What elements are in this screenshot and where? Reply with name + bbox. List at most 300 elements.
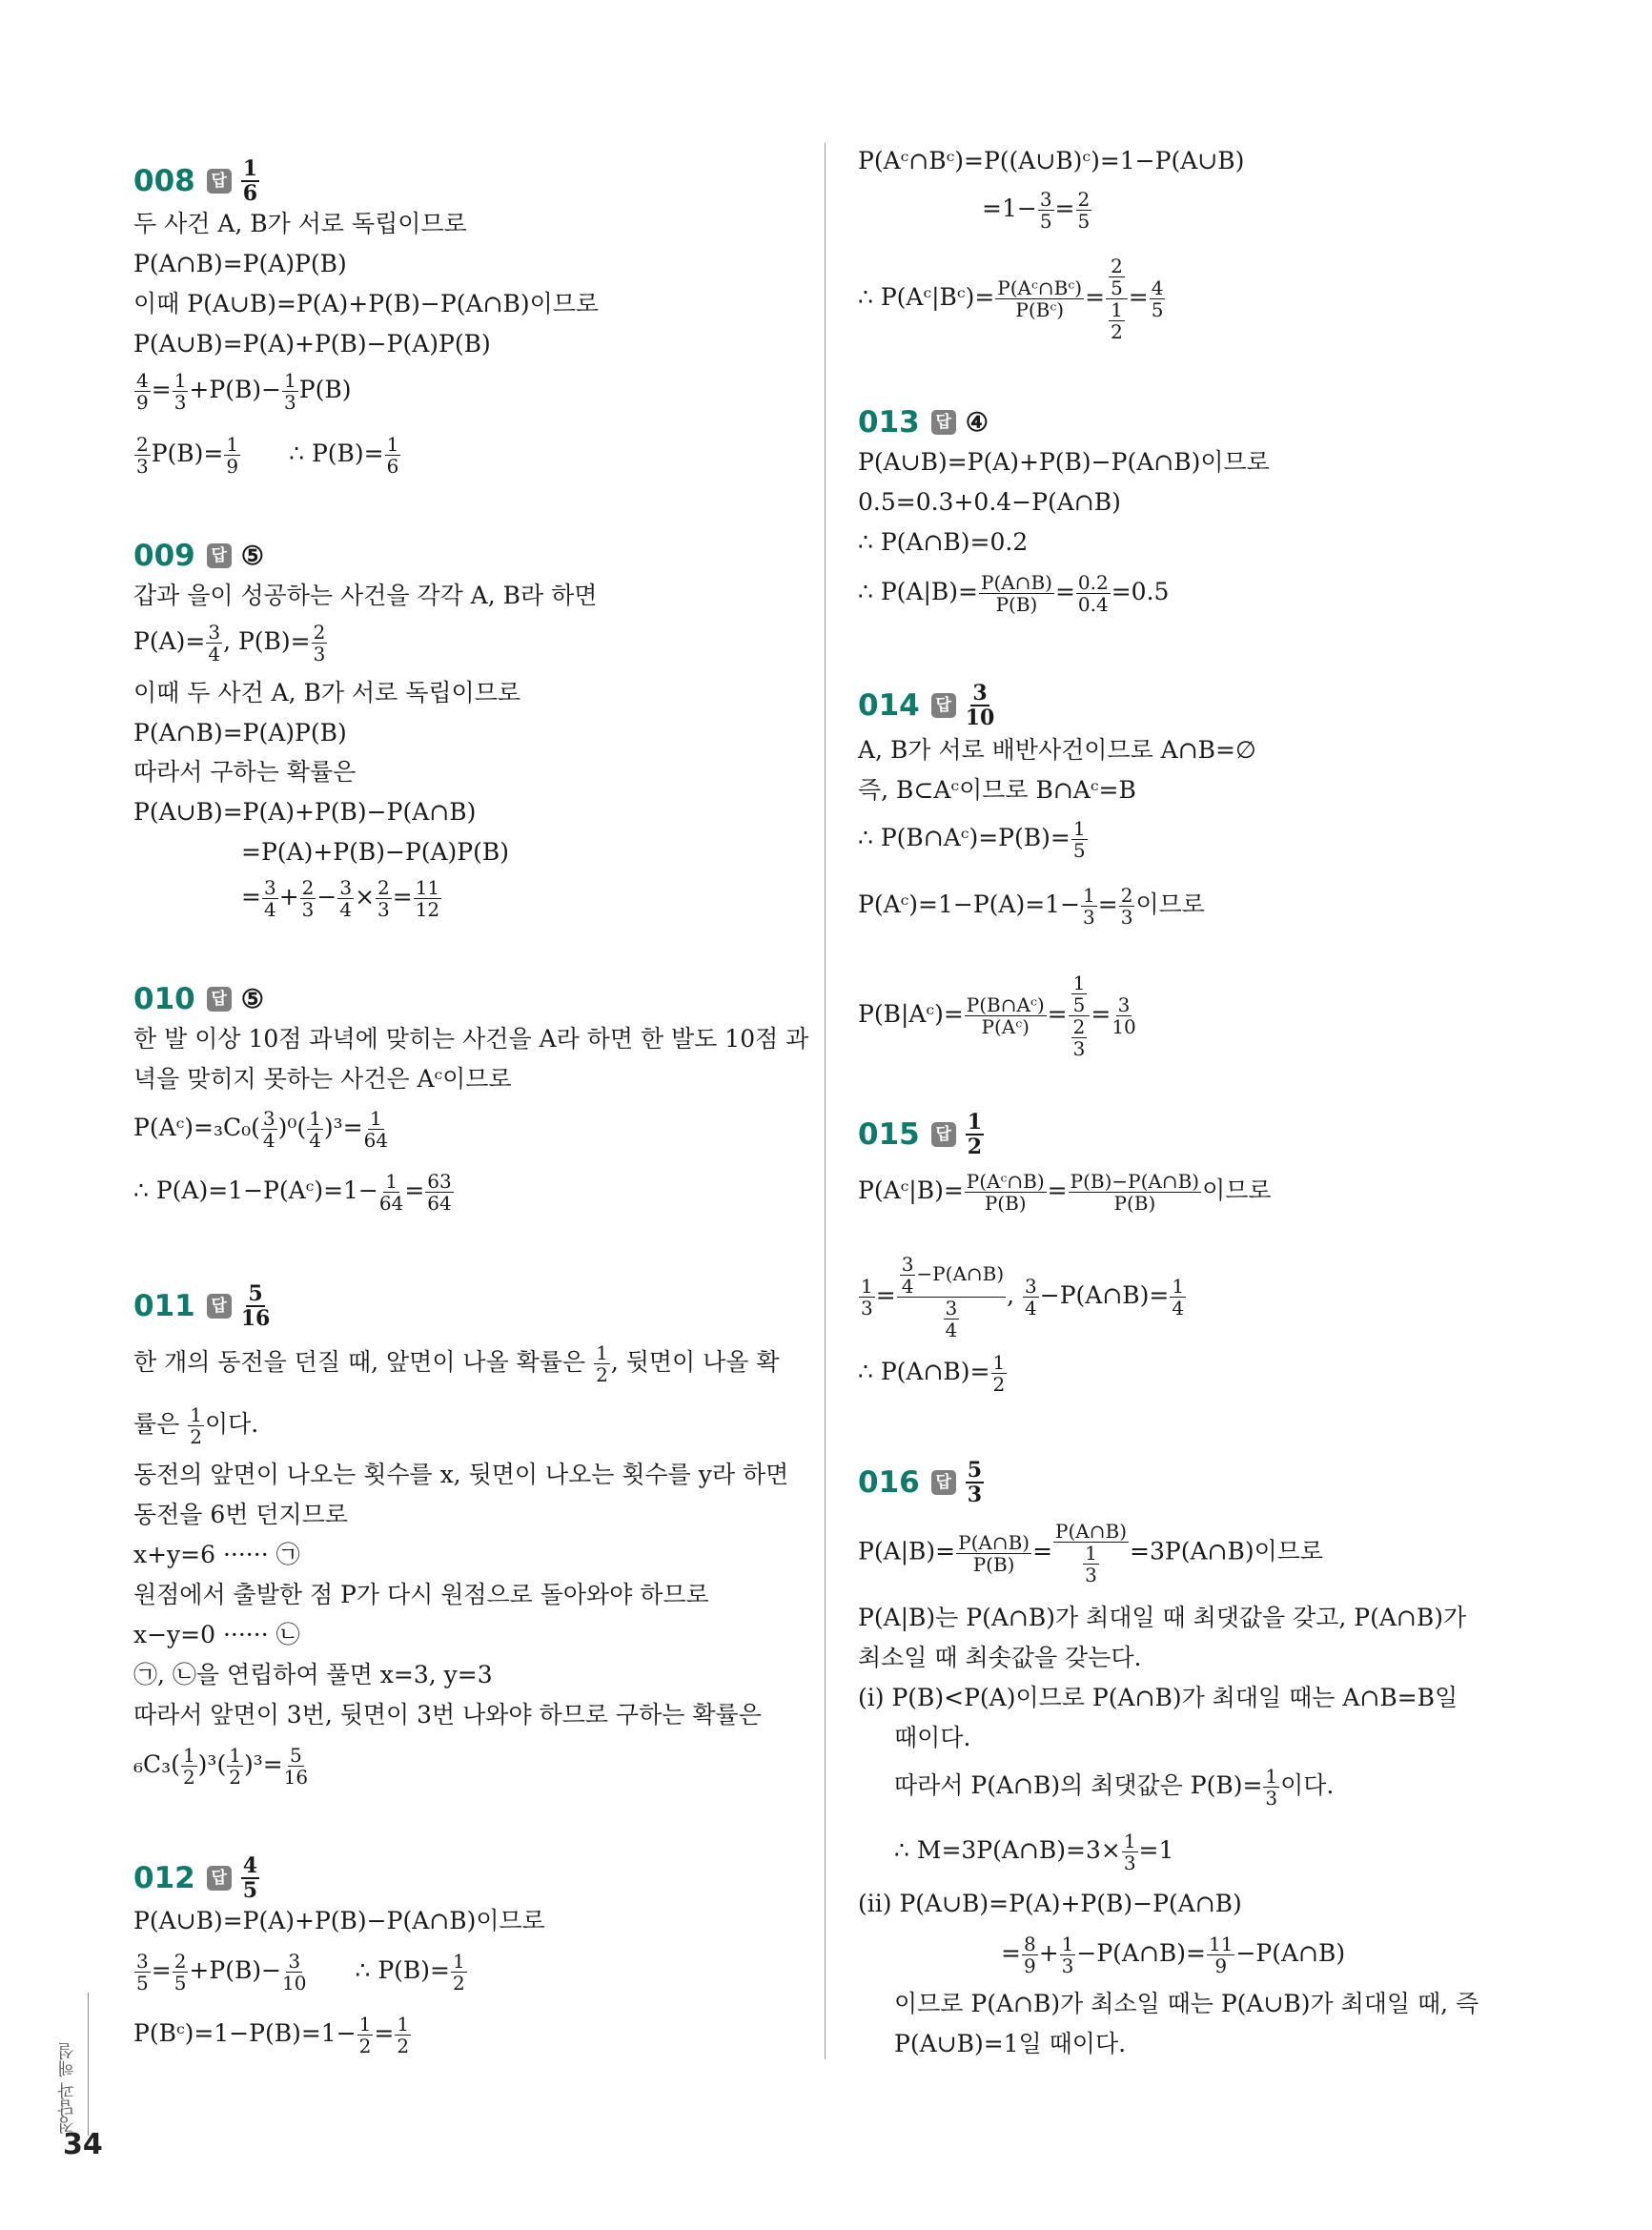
numerator: P(Aᶜ∩B) — [966, 1170, 1045, 1193]
denominator: 64 — [378, 1192, 404, 1215]
denominator: 2 — [182, 1766, 195, 1789]
problem-012-header — [133, 1854, 259, 1902]
fraction — [1076, 189, 1092, 232]
eq-text: = — [151, 1956, 172, 1984]
eq-text: = — [1085, 283, 1106, 311]
answer-badge: 답 — [207, 1294, 232, 1319]
denominator: 6 — [386, 455, 399, 478]
numerator: 3 — [339, 876, 353, 899]
numerator: 3 — [262, 1107, 275, 1130]
fraction — [1150, 277, 1166, 320]
denominator — [1108, 299, 1126, 342]
fraction — [991, 1352, 1008, 1395]
text-line: 이때 두 사건 A, B가 서로 독립이므로 — [133, 679, 521, 706]
denominator: 3 — [861, 1297, 873, 1320]
denominator: 3 — [313, 643, 326, 665]
fraction — [1083, 1543, 1099, 1586]
fraction — [1023, 1276, 1039, 1319]
denominator: P(Bᶜ) — [1015, 298, 1065, 321]
text-line: 갑과 을이 성공하는 사건을 각각 A, B라 하면 — [133, 582, 598, 609]
denominator: 9 — [136, 391, 149, 414]
complex-fraction — [1106, 256, 1128, 342]
fraction — [1022, 1933, 1038, 1976]
denominator: 2 — [397, 2035, 410, 2057]
eq-text: =1− — [982, 194, 1037, 222]
denominator: 9 — [1023, 1954, 1036, 1977]
answer-numerator: 5 — [248, 1281, 263, 1306]
denominator: 5 — [1151, 298, 1164, 321]
eq-text: 이다. — [204, 1410, 259, 1438]
complex-fraction — [1053, 1521, 1129, 1586]
problem-008-header — [133, 157, 259, 205]
numerator: 1 — [226, 433, 239, 456]
eq-text: −P(A∩B) — [916, 1262, 1005, 1285]
eq-text: ∴ P(B)= — [355, 1956, 450, 1984]
fraction — [261, 1108, 277, 1151]
complex-fraction — [897, 1254, 1006, 1340]
eq-text: )⁰( — [277, 1114, 307, 1141]
numerator: 1 — [397, 2013, 410, 2036]
text-line: P(A∪B)=P(A)+P(B)−P(A∩B) — [133, 798, 477, 826]
text-line: P(A∪B)=P(A)+P(B)−P(A)P(B) — [133, 330, 491, 358]
answer-numerator: 4 — [242, 1853, 258, 1878]
eq-text: P(B) — [298, 376, 352, 403]
answer-fraction — [241, 1854, 259, 1902]
denominator: 3 — [1123, 1852, 1136, 1874]
text-line: P(A∩B)=P(A)P(B) — [133, 719, 347, 747]
numerator: 3 — [1025, 1275, 1037, 1298]
text-line: 한 발 이상 10점 과녁에 맞히는 사건을 A라 하면 한 발도 10점 과 — [133, 1025, 809, 1053]
fraction — [134, 434, 151, 477]
numerator — [1106, 256, 1128, 299]
fraction — [1122, 1831, 1138, 1873]
numerator: 2 — [301, 876, 315, 899]
numerator: P(A∩B) — [980, 571, 1052, 594]
answer-fraction — [966, 1111, 984, 1158]
numerator: 0.2 — [1077, 571, 1109, 594]
equation-line — [858, 885, 1205, 928]
fraction — [227, 1745, 243, 1788]
eq-text: P(A|B)= — [858, 1537, 956, 1565]
eq-text: =1 — [1138, 1836, 1174, 1864]
numerator: 1 — [284, 369, 296, 392]
text-line: 이므로 P(A∩B)가 최소일 때는 P(A∪B)가 최대일 때, 즉 — [894, 1990, 1479, 2017]
denominator: 9 — [226, 455, 239, 478]
numerator: 1 — [1072, 972, 1086, 994]
numerator: 1 — [1061, 1933, 1074, 1955]
numerator: 1 — [358, 2013, 372, 2036]
equation-line — [858, 1254, 1187, 1340]
fraction — [1263, 1766, 1279, 1809]
equation-line — [133, 370, 351, 413]
eq-text: −P(A∩B) — [1235, 1939, 1346, 1967]
denominator: 2 — [358, 2035, 372, 2057]
numerator: 3 — [1117, 993, 1131, 1016]
denominator: 2 — [452, 1972, 465, 1995]
text-line: (ⅰ) P(B)<P(A)이므로 P(A∩B)가 최대일 때는 A∩B=B일 — [858, 1684, 1458, 1711]
text-line: 때이다. — [894, 1724, 971, 1751]
answer-denominator: 5 — [242, 1878, 258, 1903]
numerator: 4 — [1151, 276, 1164, 299]
eq-text: ∴ P(A∩B)= — [858, 1358, 990, 1385]
answer-badge: 답 — [207, 1866, 232, 1891]
page-number: 34 — [63, 2128, 103, 2161]
column-divider — [825, 143, 826, 2059]
answer-numerator: 1 — [967, 1110, 983, 1135]
fraction — [181, 1745, 197, 1788]
numerator: 1 — [190, 1403, 202, 1426]
eq-text: ₆C₃( — [133, 1750, 180, 1778]
fraction — [173, 370, 189, 413]
eq-text: =0.5 — [1111, 578, 1170, 605]
fraction — [425, 1171, 453, 1214]
fraction — [944, 1298, 960, 1340]
denominator: P(B) — [984, 1192, 1027, 1215]
eq-text: 따라서 P(A∩B)의 최댓값은 P(B)= — [894, 1771, 1263, 1799]
denominator: 3 — [1061, 1954, 1074, 1977]
fraction — [1207, 1933, 1234, 1976]
eq-text: = — [392, 883, 413, 910]
eq-text: = — [151, 376, 172, 403]
denominator: 2 — [229, 1766, 241, 1789]
answer-choice: ⑤ — [240, 541, 264, 571]
denominator: 4 — [901, 1275, 914, 1298]
numerator: 5 — [290, 1744, 302, 1767]
numerator: 1 — [182, 1744, 195, 1767]
denominator: 4 — [262, 1129, 275, 1152]
equation-line — [1001, 1933, 1345, 1976]
fraction — [307, 1108, 323, 1151]
fraction — [395, 2014, 411, 2056]
answer-numerator: 1 — [242, 156, 258, 181]
eq-text: P(A)= — [133, 627, 206, 655]
text-line: =P(A)+P(B)−P(A)P(B) — [241, 838, 510, 866]
equation-line — [133, 434, 401, 477]
equation-line — [133, 1745, 309, 1788]
numerator: 2 — [173, 1950, 187, 1973]
eq-text: P(Aᶜ)=₃C₀( — [133, 1114, 260, 1141]
equation-line — [133, 1951, 468, 1994]
answer-denominator: 10 — [965, 706, 995, 730]
fraction — [1109, 256, 1125, 298]
text-line: P(A∪B)=P(A)+P(B)−P(A∩B)이므로 — [133, 1907, 545, 1934]
equation-line — [133, 2014, 412, 2056]
equation-line — [982, 189, 1092, 232]
fraction — [134, 370, 151, 413]
problem-number: 010 — [133, 982, 195, 1016]
denominator — [1082, 1543, 1100, 1586]
eq-text: = — [374, 2019, 395, 2047]
text-line: 동전을 6번 던지므로 — [133, 1501, 348, 1528]
fraction — [134, 1951, 151, 1994]
numerator: 3 — [136, 1950, 149, 1973]
eq-text: P(B)= — [151, 440, 224, 467]
eq-text: ∴ P(B∩Aᶜ)=P(B)= — [858, 824, 1071, 851]
denominator: 2 — [190, 1425, 202, 1448]
fraction — [451, 1951, 467, 1994]
denominator: 4 — [309, 1129, 321, 1152]
text-line: ∴ P(A∩B)=0.2 — [858, 528, 1029, 556]
eq-text: = — [875, 1281, 896, 1309]
denominator: 5 — [136, 1972, 149, 1995]
text-line: 동전의 앞면이 나오는 횟수를 x, 뒷면이 나오는 횟수를 y라 하면 — [133, 1461, 789, 1488]
denominator: 3 — [1085, 1564, 1097, 1586]
eq-text: , 뒷면이 나올 확 — [610, 1348, 780, 1376]
eq-text: P(B|Aᶜ)= — [858, 1000, 964, 1028]
denominator: 4 — [1172, 1297, 1185, 1320]
text-line: 원점에서 출발한 점 P가 다시 원점으로 돌아와야 하므로 — [133, 1581, 709, 1608]
answer-numerator: 3 — [972, 681, 988, 706]
fraction — [1119, 885, 1135, 928]
fraction — [1112, 994, 1135, 1037]
answer-choice: ④ — [965, 407, 989, 438]
denominator: 5 — [1039, 210, 1052, 233]
numerator: 1 — [452, 1950, 465, 1973]
numerator: 2 — [313, 621, 326, 644]
equation-line — [858, 572, 1169, 615]
equation-line — [858, 972, 1137, 1059]
text-line: P(A∩B)=P(A)P(B) — [133, 250, 347, 277]
equation-line — [894, 1766, 1334, 1809]
problem-016-header — [858, 1459, 984, 1506]
eq-text: = — [1054, 578, 1075, 605]
numerator: 3 — [1039, 188, 1052, 211]
numerator: 11 — [1208, 1933, 1234, 1955]
numerator: 1 — [1265, 1765, 1278, 1788]
equation-line — [858, 1171, 1272, 1214]
fraction — [224, 434, 240, 477]
numerator: 1 — [370, 1107, 382, 1130]
fraction — [1069, 1171, 1201, 1214]
numerator: 1 — [596, 1341, 608, 1364]
problem-number: 016 — [858, 1465, 920, 1500]
answer-denominator: 2 — [967, 1135, 983, 1159]
numerator: 1 — [173, 369, 187, 392]
numerator: 1 — [992, 1351, 1006, 1374]
eq-text: 이다. — [1280, 1771, 1335, 1799]
denominator: 0.4 — [1077, 593, 1109, 616]
eq-text: ∴ P(Aᶜ|Bᶜ)= — [858, 283, 995, 311]
fraction — [284, 1745, 308, 1788]
denominator: 2 — [992, 1373, 1006, 1396]
eq-text: P(Aᶜ)=1−P(A)=1− — [858, 890, 1081, 918]
denominator: P(B) — [995, 593, 1038, 616]
numerator: P(A∩B) — [1055, 1520, 1128, 1543]
denominator: 3 — [173, 391, 187, 414]
numerator: P(A∩B) — [958, 1530, 1030, 1554]
denominator: 16 — [283, 1766, 309, 1789]
numerator: 8 — [1023, 1933, 1036, 1955]
numerator: 63 — [427, 1170, 452, 1193]
numerator: 1 — [229, 1744, 241, 1767]
answer-badge: 답 — [931, 1122, 956, 1147]
numerator: 2 — [377, 876, 390, 899]
denominator: 9 — [1214, 1954, 1228, 1977]
text-line: (ⅱ) P(A∪B)=P(A)+P(B)−P(A∩B) — [858, 1890, 1242, 1917]
eq-text: 률은 — [133, 1410, 188, 1438]
problem-013-header — [858, 405, 989, 440]
numerator: 3 — [945, 1297, 958, 1320]
complex-fraction — [1069, 972, 1091, 1059]
answer-choice: ⑤ — [240, 984, 264, 1014]
eq-text: ∴ P(B)= — [289, 440, 384, 467]
eq-text: = — [241, 883, 261, 910]
denominator: 5 — [1077, 210, 1091, 233]
equation-line — [241, 877, 442, 920]
numerator: 2 — [1077, 188, 1091, 211]
problem-number: 014 — [858, 688, 920, 723]
numerator: 3 — [901, 1253, 914, 1276]
equation-line — [858, 256, 1166, 342]
eq-text: × — [355, 883, 376, 910]
denominator: 3 — [1265, 1787, 1278, 1810]
numerator: 11 — [415, 876, 440, 899]
eq-text: − — [316, 883, 337, 910]
eq-text: = — [1091, 1000, 1112, 1028]
equation-line — [858, 818, 1089, 861]
text-line: ㉠, ㉡을 연립하여 풀면 x=3, y=3 — [133, 1661, 493, 1688]
denominator: 10 — [282, 1972, 307, 1995]
numerator: 3 — [208, 621, 221, 644]
equation-line — [133, 1404, 258, 1447]
eq-text: 이므로 — [1202, 1176, 1272, 1204]
numerator: 3 — [288, 1950, 301, 1973]
numerator: 2 — [136, 433, 149, 456]
denominator: 12 — [415, 898, 440, 921]
fraction — [376, 877, 392, 920]
fraction — [1081, 885, 1097, 928]
numerator: 1 — [1085, 1542, 1097, 1565]
equation-line — [133, 1342, 780, 1385]
denominator: 5 — [1111, 276, 1123, 299]
text-line: P(Aᶜ∩Bᶜ)=P((A∪B)ᶜ)=1−P(A∪B) — [858, 147, 1245, 174]
text-line: 녁을 맞히지 못하는 사건은 Aᶜ이므로 — [133, 1065, 512, 1093]
fraction — [1071, 1016, 1088, 1059]
text-line: 즉, B⊂Aᶜ이므로 B∩Aᶜ=B — [858, 776, 1136, 804]
answer-badge: 답 — [931, 1470, 956, 1495]
denominator: 4 — [945, 1319, 958, 1341]
problem-011-header — [133, 1282, 270, 1330]
numerator: 2 — [1072, 1015, 1086, 1038]
fraction — [188, 1404, 204, 1447]
numerator: 1 — [1172, 1275, 1185, 1298]
numerator: 1 — [386, 433, 399, 456]
answer-fraction — [966, 1459, 984, 1506]
eq-text: 한 개의 동전을 던질 때, 앞면이 나올 확률은 — [133, 1348, 594, 1376]
eq-text: ∴ M=3P(A∩B)=3× — [894, 1836, 1121, 1864]
numerator: 2 — [1111, 255, 1123, 277]
denominator: 3 — [136, 455, 149, 478]
numerator: 3 — [263, 876, 276, 899]
eq-text: + — [278, 883, 299, 910]
fraction — [859, 1276, 875, 1319]
numerator: P(B∩Aᶜ) — [966, 993, 1045, 1016]
fraction — [282, 1951, 306, 1994]
numerator: P(B)−P(A∩B) — [1070, 1170, 1200, 1193]
answer-denominator: 3 — [967, 1483, 983, 1507]
answer-denominator: 6 — [242, 181, 258, 206]
fraction — [1170, 1276, 1186, 1319]
text-line: A, B가 서로 배반사건이므로 A∩B=∅ — [858, 736, 1256, 764]
fraction — [1038, 189, 1054, 232]
denominator: 2 — [1111, 320, 1123, 343]
denominator: 3 — [1120, 906, 1133, 929]
eq-text: = — [1128, 283, 1149, 311]
fraction — [414, 877, 441, 920]
denominator: 4 — [339, 898, 353, 921]
equation-line — [133, 622, 328, 665]
problem-number: 012 — [133, 1861, 195, 1895]
equation-line — [133, 1171, 455, 1214]
eq-text: −P(A∩B)= — [1076, 1939, 1206, 1967]
fraction — [1109, 299, 1125, 342]
fraction — [337, 877, 354, 920]
eq-text: +P(B)− — [189, 1956, 282, 1984]
answer-badge: 답 — [207, 987, 232, 1012]
fraction — [965, 994, 1047, 1037]
fraction — [206, 622, 222, 665]
denominator: 5 — [1072, 993, 1086, 1016]
problem-015-header — [858, 1111, 984, 1158]
text-line: 최소일 때 최솟값을 갖는다. — [858, 1644, 1142, 1671]
denominator: 3 — [301, 898, 315, 921]
text-line: 두 사건 A, B가 서로 독립이므로 — [133, 210, 467, 237]
eq-text: = — [1047, 1176, 1068, 1204]
problem-number: 011 — [133, 1289, 195, 1323]
fraction — [385, 434, 401, 477]
fraction — [979, 572, 1054, 615]
text-line: x+y=6 ······ ㉠ — [133, 1541, 300, 1568]
equation-line — [858, 1521, 1323, 1586]
problem-014-header — [858, 682, 994, 729]
fraction — [1071, 972, 1088, 1015]
eq-text: = — [1047, 1000, 1068, 1028]
fraction — [965, 1171, 1047, 1214]
text-line: x−y=0 ······ ㉡ — [133, 1621, 300, 1648]
numerator: 1 — [309, 1107, 321, 1130]
text-line: 따라서 구하는 확률은 — [133, 758, 357, 786]
fraction — [312, 622, 328, 665]
denominator — [943, 1298, 961, 1340]
denominator: 4 — [208, 643, 221, 665]
fraction — [956, 1532, 1031, 1575]
denominator: P(B) — [1113, 1192, 1156, 1215]
fraction — [1071, 818, 1088, 861]
text-line: P(A∪B)=P(A)+P(B)−P(A∩B)이므로 — [858, 448, 1270, 476]
numerator: 1 — [1083, 884, 1095, 907]
fraction — [357, 2014, 374, 2056]
answer-badge: 답 — [931, 410, 956, 435]
fraction — [995, 277, 1084, 320]
eq-text: )³= — [243, 1750, 283, 1778]
text-line: 이때 P(A∪B)=P(A)+P(B)−P(A∩B)이므로 — [133, 290, 600, 317]
numerator: 1 — [385, 1170, 398, 1193]
answer-badge: 답 — [207, 169, 232, 194]
denominator: 4 — [1025, 1297, 1037, 1320]
fraction — [1060, 1933, 1076, 1976]
eq-text: = — [1054, 194, 1075, 222]
fraction — [364, 1108, 388, 1151]
denominator: 64 — [363, 1129, 389, 1152]
numerator: P(Aᶜ∩Bᶜ) — [997, 276, 1083, 299]
fraction — [262, 877, 278, 920]
equation-line — [133, 1108, 389, 1151]
equation-line — [858, 1352, 1008, 1395]
eq-text: =3P(A∩B)이므로 — [1130, 1537, 1324, 1565]
eq-text: , P(B)= — [223, 627, 311, 655]
problem-009-header — [133, 539, 264, 573]
eq-text: , — [1007, 1281, 1023, 1309]
